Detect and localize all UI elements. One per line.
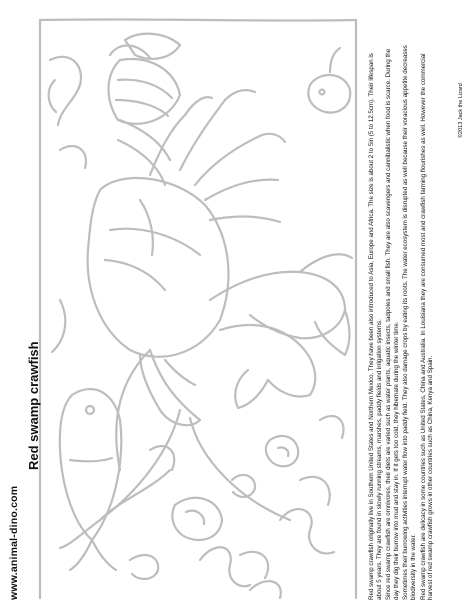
site-url: www.animal-dino.com bbox=[8, 485, 20, 600]
snail-shells bbox=[130, 436, 298, 579]
description-paragraph: Red swamp crawfish are delicacy in some countries such as United States, China and Australia. In Louisiana they are consumed most and crawfish farming flourishes as well. However the commercial harvest of red swamp crawfish grows in other countries such as China, Kenya and Spain. bbox=[419, 53, 435, 600]
crawfish-figure bbox=[60, 34, 352, 548]
page-title: Red swamp crawfish bbox=[26, 341, 41, 470]
description-paragraph: Since red swamp crawfish are omnivores, their diets are varied such as water plants, aquatic insects, tadpoles and small fish. They are also scavengers and cannibalistic when food is scarce. During the day they dig their burrow into mud and stay in. If it gets too cold, they hibernate during the winter time. bbox=[385, 48, 400, 600]
description-text bbox=[368, 40, 437, 600]
description-paragraph: Sometimes their burrowing activities interrupt water flow into paddy field. They also damage crops by eating its roots. The water ecosystem is disrupted as well because their voracious appetite decreases biodiversity in the water. bbox=[402, 45, 417, 600]
description-paragraph: Red swamp crawfish originally live in Southern United States and Northern Mexico. They have been also introduced to Asia, Europe and Africa. The size is about 2 to 5in (5 to 12.5cm). Their lifespan is about 5 years. They are found in slowly running streams, marshes, paddy fields and irrigation systems. bbox=[368, 53, 383, 600]
copyright-notice: ©2013 Jack the Lizard bbox=[458, 83, 464, 138]
small-creature bbox=[308, 48, 350, 113]
water-plants bbox=[49, 57, 344, 598]
